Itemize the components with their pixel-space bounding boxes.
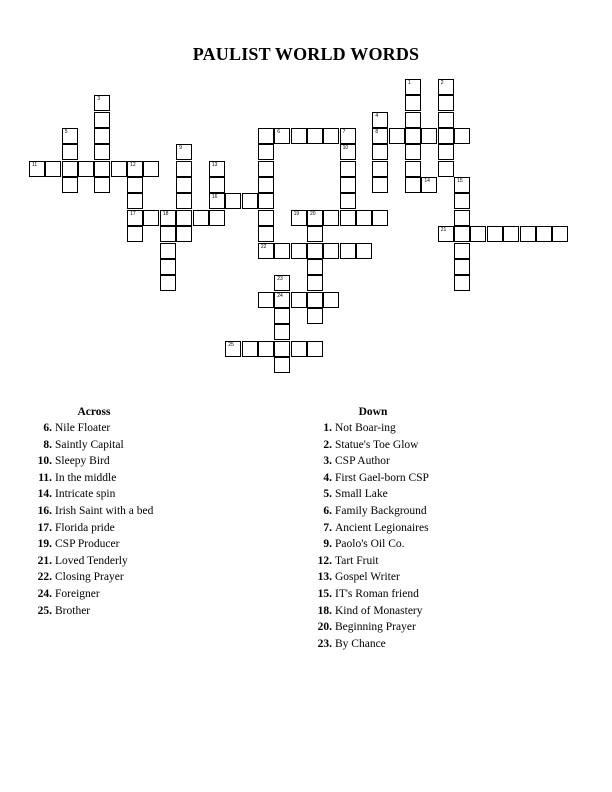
grid-cell[interactable]: [323, 210, 339, 226]
grid-cell[interactable]: [372, 161, 388, 177]
grid-cell[interactable]: [209, 193, 225, 209]
cell-number: 10: [342, 145, 349, 152]
cell-number: 20: [309, 210, 316, 217]
clue-number: 10.: [37, 455, 52, 468]
cell-number: 14: [424, 178, 430, 185]
clue-number: 6.: [43, 422, 52, 434]
grid-cell[interactable]: [356, 243, 372, 259]
grid-cell[interactable]: [94, 144, 110, 160]
clue-text: Kind of Monastery: [335, 604, 423, 617]
clue-text: Statue's Toe Glow: [335, 438, 419, 451]
grid-cell[interactable]: [143, 161, 159, 177]
grid-cell[interactable]: [438, 95, 454, 111]
grid-cell[interactable]: [470, 226, 486, 242]
grid-cell[interactable]: [372, 128, 388, 144]
clue-number: 9.: [323, 538, 332, 551]
cell-number: 7: [342, 129, 346, 136]
cell-number: 3: [97, 96, 101, 103]
clue-number: 1.: [323, 422, 332, 434]
down-clue: [310, 437, 540, 454]
down-clues: [310, 406, 540, 652]
clue-text: Irish Saint with a bed: [55, 504, 154, 517]
cell-number: 2: [440, 80, 444, 86]
grid-cell[interactable]: [176, 161, 192, 177]
down-clue: [310, 636, 540, 653]
grid-cell[interactable]: [552, 226, 568, 242]
grid-cell[interactable]: [94, 95, 110, 111]
grid-cell[interactable]: [209, 161, 225, 177]
grid-cell[interactable]: [520, 226, 536, 242]
down-clue: [310, 569, 540, 586]
clue-number: 6.: [323, 504, 332, 517]
clue-text: Closing Prayer: [55, 571, 124, 584]
grid-cell[interactable]: [176, 210, 192, 226]
grid-cell[interactable]: [372, 112, 388, 128]
cell-number: 6: [277, 129, 281, 136]
grid-cell[interactable]: [340, 128, 356, 144]
cell-number: 21: [440, 227, 447, 234]
grid-cell[interactable]: [160, 210, 176, 226]
clue-number: 22.: [37, 571, 52, 584]
grid-cell[interactable]: [94, 177, 110, 193]
clue-text: Gospel Writer: [335, 571, 400, 584]
cell-number: 17: [130, 210, 136, 217]
grid-cell[interactable]: [62, 177, 78, 193]
grid-cell[interactable]: [111, 161, 127, 177]
grid-cell[interactable]: [274, 292, 290, 308]
clue-text: Nile Floater: [55, 422, 111, 434]
clue-number: 11.: [38, 471, 52, 484]
grid-cell[interactable]: [438, 112, 454, 128]
grid-cell[interactable]: [438, 144, 454, 160]
cell-number: 22: [260, 243, 267, 250]
grid-cell[interactable]: [307, 292, 323, 308]
grid-cell[interactable]: [307, 210, 323, 226]
cell-number: 23: [277, 276, 283, 283]
grid-cell[interactable]: [258, 144, 274, 160]
cell-number: 11: [32, 161, 38, 168]
cell-number: 12: [130, 161, 136, 168]
grid-cell[interactable]: [405, 144, 421, 160]
grid-cell[interactable]: [160, 275, 176, 291]
clue-text: Brother: [55, 604, 91, 617]
across-heading: Across: [77, 406, 111, 418]
grid-cell[interactable]: [340, 177, 356, 193]
grid-cell[interactable]: [274, 243, 290, 259]
grid-cell[interactable]: [274, 275, 290, 291]
grid-cell[interactable]: [258, 341, 274, 357]
clue-number: 21.: [37, 554, 52, 567]
clue-number: 2.: [323, 438, 332, 451]
cell-number: 5: [64, 129, 68, 136]
grid-cell[interactable]: [29, 161, 45, 177]
clue-text: Foreigner: [55, 587, 100, 600]
cell-number: 16: [211, 194, 218, 201]
down-heading: Down: [358, 406, 388, 418]
cell-number: 24: [277, 292, 283, 299]
grid-cell[interactable]: [258, 292, 274, 308]
across-clue: [30, 603, 250, 620]
down-clue: [310, 536, 540, 553]
down-clue: [310, 603, 540, 620]
grid-cell[interactable]: [78, 161, 94, 177]
across-clue: [30, 486, 250, 503]
grid-cell[interactable]: [438, 79, 454, 95]
cell-number: 15: [457, 178, 463, 185]
clue-text: IT's Roman friend: [335, 587, 419, 600]
grid-cell[interactable]: [487, 226, 503, 242]
grid-cell[interactable]: [323, 292, 339, 308]
grid-cell[interactable]: [127, 177, 143, 193]
grid-cell[interactable]: [340, 161, 356, 177]
across-clue: [30, 553, 250, 570]
clue-number: 13.: [317, 571, 332, 584]
clue-number: 20.: [317, 621, 332, 634]
grid-cell[interactable]: [372, 177, 388, 193]
grid-cell[interactable]: [274, 308, 290, 324]
grid-cell[interactable]: [307, 243, 323, 259]
grid-cell[interactable]: [193, 210, 209, 226]
grid-cell[interactable]: [307, 128, 323, 144]
grid-cell[interactable]: [421, 177, 437, 193]
down-clue: [310, 553, 540, 570]
clue-number: 18.: [317, 604, 332, 617]
grid-cell[interactable]: [176, 193, 192, 209]
clue-text: Saintly Capital: [55, 438, 124, 451]
grid-cell[interactable]: [405, 161, 421, 177]
clue-text: CSP Author: [335, 455, 390, 468]
cell-number: 8: [375, 129, 379, 136]
grid-cell[interactable]: [307, 275, 323, 291]
grid-cell[interactable]: [225, 341, 241, 357]
grid-cell[interactable]: [62, 161, 78, 177]
down-clue: [310, 586, 540, 603]
grid-cell[interactable]: [258, 243, 274, 259]
grid-cell[interactable]: [421, 128, 437, 144]
down-clue: [310, 420, 540, 437]
clue-text: Loved Tenderly: [55, 554, 128, 567]
grid-cell[interactable]: [340, 193, 356, 209]
clue-text: First Gael-born CSP: [335, 471, 429, 484]
grid-cell[interactable]: [405, 177, 421, 193]
grid-cell[interactable]: [94, 112, 110, 128]
grid-cell[interactable]: [405, 79, 421, 95]
cell-number: 13: [211, 161, 218, 168]
down-clue: [310, 619, 540, 636]
clue-text: Not Boar-ing: [335, 422, 396, 434]
grid-cell[interactable]: [454, 210, 470, 226]
grid-cell[interactable]: [372, 210, 388, 226]
cell-number: 9: [179, 145, 182, 152]
grid-cell[interactable]: [323, 243, 339, 259]
clue-number: 16.: [37, 504, 52, 517]
grid-cell[interactable]: [340, 144, 356, 160]
grid-cell[interactable]: [127, 210, 143, 226]
grid-cell[interactable]: [258, 128, 274, 144]
grid-cell[interactable]: [454, 226, 470, 242]
grid-cell[interactable]: [176, 177, 192, 193]
puzzle-title: PAULIST WORLD WORDS: [192, 44, 420, 64]
clue-number: 19.: [37, 538, 52, 551]
grid-cell[interactable]: [209, 177, 225, 193]
clue-number: 23.: [317, 637, 332, 650]
down-clue: [310, 453, 540, 470]
clue-number: 12.: [317, 554, 332, 567]
grid-cell[interactable]: [258, 193, 274, 209]
grid-cell[interactable]: [209, 210, 225, 226]
grid-cell[interactable]: [438, 128, 454, 144]
clue-number: 14.: [37, 488, 52, 501]
grid-cell[interactable]: [405, 112, 421, 128]
clue-text: Florida pride: [55, 521, 115, 534]
across-clue: [30, 569, 250, 586]
grid-cell[interactable]: [389, 128, 405, 144]
grid-cell[interactable]: [454, 243, 470, 259]
grid-cell[interactable]: [274, 341, 290, 357]
grid-cell[interactable]: [45, 161, 61, 177]
clue-number: 24.: [37, 587, 52, 600]
clue-text: Ancient Legionaires: [335, 521, 429, 534]
grid-cell[interactable]: [503, 226, 519, 242]
grid-cell[interactable]: [160, 226, 176, 242]
grid-cell[interactable]: [291, 341, 307, 357]
grid-cell[interactable]: [356, 210, 372, 226]
grid-cell[interactable]: [291, 210, 307, 226]
grid-cell[interactable]: [274, 357, 290, 373]
grid-cell[interactable]: [176, 226, 192, 242]
clue-number: 3.: [323, 455, 332, 468]
clue-text: CSP Producer: [55, 538, 120, 551]
clue-text: Beginning Prayer: [335, 621, 416, 634]
cell-number: 4: [375, 112, 379, 119]
cell-number: 19: [293, 210, 300, 217]
across-clue: [30, 503, 250, 520]
grid-cell[interactable]: [454, 128, 470, 144]
cell-number: 18: [162, 210, 169, 217]
clue-text: Family Background: [335, 504, 427, 517]
grid-cell[interactable]: [323, 128, 339, 144]
clue-number: 15.: [317, 587, 332, 600]
clue-text: Intricate spin: [55, 488, 116, 501]
clue-text: Tart Fruit: [335, 554, 379, 567]
grid-cell[interactable]: [258, 226, 274, 242]
across-clues: [30, 406, 250, 619]
clue-number: 17.: [37, 521, 52, 534]
grid-cell[interactable]: [307, 341, 323, 357]
grid-cell[interactable]: [536, 226, 552, 242]
grid-cell[interactable]: [160, 243, 176, 259]
grid-cell[interactable]: [307, 226, 323, 242]
grid-cell[interactable]: [307, 259, 323, 275]
grid-cell[interactable]: [258, 161, 274, 177]
clue-number: 25.: [37, 604, 52, 617]
clue-number: 5.: [323, 488, 332, 501]
grid-cell[interactable]: [291, 292, 307, 308]
grid-cell[interactable]: [454, 193, 470, 209]
across-clue: [30, 470, 250, 487]
across-clue: [30, 437, 250, 454]
clue-text: Sleepy Bird: [55, 455, 110, 468]
grid-cell[interactable]: [258, 210, 274, 226]
grid-cell[interactable]: [176, 144, 192, 160]
down-clue: [310, 470, 540, 487]
clue-text: Small Lake: [335, 488, 388, 501]
grid-cell[interactable]: [340, 210, 356, 226]
grid-cell[interactable]: [127, 161, 143, 177]
clue-text: Paolo's Oil Co.: [335, 538, 405, 551]
grid-cell[interactable]: [291, 243, 307, 259]
grid-cell[interactable]: [291, 128, 307, 144]
across-clue: [30, 520, 250, 537]
down-clue: [310, 520, 540, 537]
grid-cell[interactable]: [94, 161, 110, 177]
grid-cell[interactable]: [274, 128, 290, 144]
grid-cell[interactable]: [160, 259, 176, 275]
across-clue: [30, 536, 250, 553]
clue-number: 7.: [323, 521, 332, 534]
across-clue: [30, 420, 250, 437]
grid-cell[interactable]: [242, 193, 258, 209]
grid-cell[interactable]: [405, 95, 421, 111]
grid-cell[interactable]: [62, 144, 78, 160]
across-clue: [30, 453, 250, 470]
grid-cell[interactable]: [438, 226, 454, 242]
clue-text: In the middle: [55, 471, 117, 484]
grid-cell[interactable]: [274, 324, 290, 340]
grid-cell[interactable]: [127, 226, 143, 242]
grid-cell[interactable]: [307, 308, 323, 324]
grid-cell[interactable]: [454, 177, 470, 193]
grid-cell[interactable]: [405, 128, 421, 144]
grid-cell[interactable]: [258, 177, 274, 193]
grid-cell[interactable]: [438, 161, 454, 177]
down-clue: [310, 503, 540, 520]
grid-cell[interactable]: [454, 259, 470, 275]
grid-cell[interactable]: [454, 275, 470, 291]
grid-cell[interactable]: [242, 341, 258, 357]
clue-number: 4.: [323, 471, 332, 484]
clue-number: 8.: [43, 438, 52, 451]
down-clue: [310, 486, 540, 503]
grid-cell[interactable]: [62, 128, 78, 144]
grid-cell[interactable]: [372, 144, 388, 160]
cell-number: 25: [228, 341, 234, 348]
grid-cell[interactable]: [127, 193, 143, 209]
grid-cell[interactable]: [340, 243, 356, 259]
crossword-grid: [0, 0, 612, 380]
cell-number: 1: [408, 80, 411, 86]
grid-cell[interactable]: [94, 128, 110, 144]
clue-text: By Chance: [335, 637, 386, 650]
grid-cell[interactable]: [143, 210, 159, 226]
across-clue: [30, 586, 250, 603]
grid-cell[interactable]: [225, 193, 241, 209]
